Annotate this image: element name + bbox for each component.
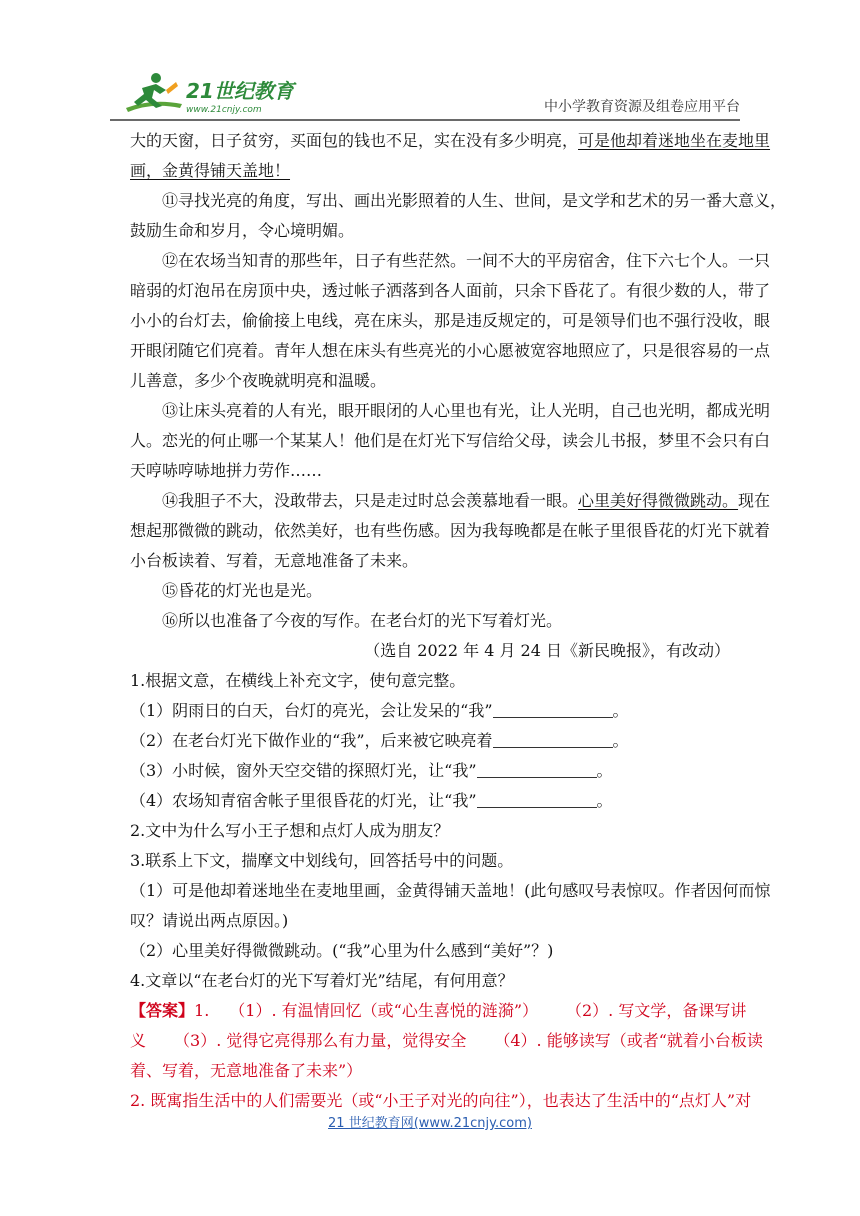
paragraph-10-line: 大的天窗，日子贫穷，买面包的钱也不足，实在没有多少明亮，可是他却着迷地坐在麦地里 [130, 131, 771, 150]
question-4: 4.文章以“在老台灯的光下写着灯光”结尾，有何用意？ [130, 971, 514, 990]
question-3: 3.联系上下文，揣摩文中划线句，回答括号中的问题。 [130, 851, 514, 870]
paragraph-12-line: 暗弱的灯泡吊在房顶中央，透过帐子洒落到各人面前，只余下昏花了。有很少数的人，带了 [130, 281, 771, 300]
source-citation: （选自 2022 年 4 月 24 日《新民晚报》，有改动） [364, 641, 730, 660]
answer-label: 【答案】 [130, 1001, 195, 1020]
paragraph-12-line: 小小的台灯去，偷偷接上电线，亮在床头，那是违反规定的，可是领导们也不强行没收，眼 [130, 311, 771, 330]
page-header [110, 58, 740, 122]
question-1-4: （4）农场知青宿舍帐子里很昏花的灯光，让“我” 。 [130, 791, 613, 810]
answer-blank [477, 763, 597, 778]
paragraph-14: ⑭我胆子不大，没敢带去，只是走过时总会羡慕地看一眼。心里美好得微微跳动。现在 [162, 491, 771, 510]
question-1-3: （3）小时候，窗外天空交错的探照灯光，让“我” 。 [130, 761, 613, 780]
running-man-icon [122, 68, 302, 118]
paragraph-13-line: 天哼哧哼哧地拼力劳作…… [130, 461, 323, 480]
site-logo[interactable] [122, 68, 302, 118]
footer-link[interactable]: 21 世纪教育网(www.21cnjy.com) [328, 1116, 532, 1131]
paragraph-14-line: 想起那微微的跳动，依然美好，也有些伤感。因为我每晚都是在帐子里很昏花的灯光下就着 [130, 521, 771, 540]
paragraph-13: ⑬让床头亮着的人有光，眼开眼闭的人心里也有光，让人光明，自己也光明，都成光明 [162, 401, 771, 420]
answer-line-3: 着、写着，无意地准备了未来”） [130, 1061, 363, 1080]
question-1-2: （2）在老台灯光下做作业的“我”，后来被它映亮着 。 [130, 731, 629, 750]
underlined-sentence-1-end: 画，金黄得铺天盖地！ [130, 161, 291, 180]
paragraph-15: ⑮昏花的灯光也是光。 [162, 581, 323, 600]
logo-url: www.21cnjy.com [186, 105, 262, 115]
question-1: 1.根据文意，在横线上补充文字，使句意完整。 [130, 671, 466, 690]
question-1-1: （1）阴雨日的白天，台灯的亮光，会让发呆的“我” 。 [130, 701, 629, 720]
answer-line-1: 【答案】1. （1）. 有温情回忆（或“心生喜悦的涟漪”） （2）. 写文学，备课写讲 [130, 1001, 747, 1020]
underlined-sentence-2: 心里美好得微微跳动。 [578, 491, 739, 510]
paragraph-14-line: 小台板读着、写着，无意地准备了未来。 [130, 551, 419, 570]
paragraph-11: ⑪寻找光亮的角度，写出、画出光影照着的人生、世间，是文学和艺术的另一番大意义， [162, 191, 787, 210]
answer-blank [493, 703, 613, 718]
paragraph-16: ⑯所以也准备了今夜的写作。在老台灯的光下写着灯光。 [162, 611, 563, 630]
paragraph-11-line: 鼓励生命和岁月，令心境明媚。 [130, 221, 355, 240]
question-3-1-line: 叹？请说出两点原因。) [130, 911, 289, 930]
answer-line-2: 义 （3）. 觉得它亮得那么有力量，觉得安全 （4）. 能够读写（或者“就着小台板读 [130, 1031, 763, 1050]
answer-blank [493, 733, 613, 748]
paragraph-12: ⑫在农场当知青的那些年，日子有些茫然。一间不大的平房宿舍，住下六七个人。一只 [162, 251, 771, 270]
answer-line-4: 2. 既寓指生活中的人们需要光（或“小王子对光的向往”），也表达了生活中的“点灯人”对 [130, 1091, 752, 1110]
question-3-1: （1）可是他却着迷地坐在麦地里画，金黄得铺天盖地！(此句感叹号表惊叹。作者因何而惊 [130, 881, 771, 900]
paragraph-12-line: 开眼闭随它们亮着。青年人想在床头有些亮光的小心愿被宽容地照应了，只是很容易的一点 [130, 341, 771, 360]
paragraph-12-line: 儿善意，多少个夜晚就明亮和温暖。 [130, 371, 387, 390]
document-body [130, 126, 787, 1116]
question-2: 2.文中为什么写小王子想和点灯人成为朋友？ [130, 821, 450, 840]
logo-text: 21世纪教育 [186, 79, 294, 103]
platform-name: 中小学教育资源及组卷应用平台 [544, 99, 740, 115]
paragraph-10-line [130, 156, 730, 186]
underlined-sentence-1: 可是他却着迷地坐在麦地里 [578, 131, 771, 150]
paragraph-13-line: 人。恋光的何止哪一个某某人！他们是在灯光下写信给父母，读会儿书报，梦里不会只有白 [130, 431, 771, 450]
question-3-2: （2）心里美好得微微跳动。(“我”心里为什么感到“美好”？) [130, 941, 554, 960]
header-divider [110, 119, 740, 121]
answer-blank [477, 793, 597, 808]
